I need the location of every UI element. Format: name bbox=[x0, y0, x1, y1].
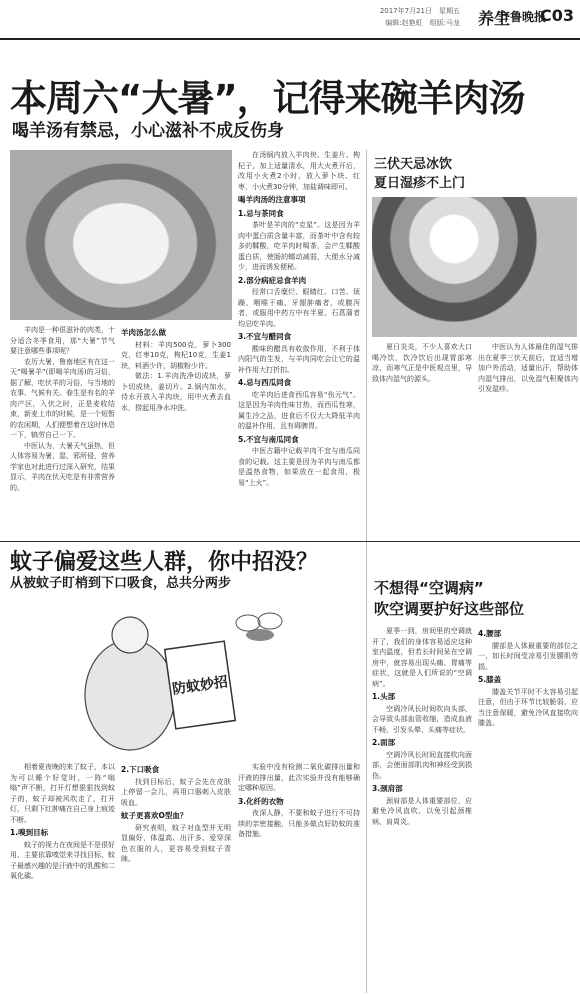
para: 材料：羊肉500克，萝卜300克，红枣10克，枸杞10克，生姜1块，料酒少许，胡椒粉少许。 bbox=[121, 340, 231, 370]
para: 中医古籍中记载羊肉不宜与南瓜同食的记载。这主要是因为羊肉与南瓜都是温热食物，如果放在一起食用，极易“上火”。 bbox=[238, 447, 360, 487]
subheading: 3.不宜与醋同食 bbox=[238, 332, 292, 341]
para: 夏季一到，房间里的空调就开了，我们的身体容易适应这种室内温度，但若长时间呆在空调房中，就容易出现头痛、胃痛等症状，这就是人们所说的“空调病”。 bbox=[372, 627, 472, 688]
cold-drink-title-2: 夏日湿疹不上门 bbox=[374, 176, 466, 191]
cold-drink-title-1: 三伏天忌冰饮 bbox=[374, 157, 453, 172]
para: 中医认为，大暑天气虽热，但人体容易为暑、湿、邪所侵，营养学家也对此进行过深入研究，结果显示，羊肉在伏天吃是有非常营养的。 bbox=[10, 441, 115, 492]
subheading: 4.腰部 bbox=[478, 629, 502, 638]
para: 在汤锅内放入羊肉块、生姜片、枸杞子，加上适量清水，用大火煮开后，改用小火煮2小时，放入萝卜块、红枣，小火煮30分钟，加盐调味即可。 bbox=[238, 151, 360, 191]
editors-line: 编辑:赵艳虹 组版:马龙 bbox=[385, 19, 460, 27]
section-name: 养生 bbox=[477, 9, 510, 28]
para: 空调冷风长时间直接吹向面部，会使面部肌肉和神经受到损伤。 bbox=[372, 750, 472, 780]
subheading: 2.下口吸食 bbox=[121, 765, 160, 774]
para: 中医认为人体最佳的湿气排出在夏季三伏天前后，宜适当增加户外活动，适量出汗，帮助体内湿气排出，以免湿气积聚体内引发湿疹。 bbox=[478, 343, 578, 393]
column-divider bbox=[366, 545, 367, 993]
ac-headline-1: 不想得“空调病” bbox=[374, 579, 484, 597]
subheading: 喝羊肉汤的注意事项 bbox=[238, 195, 306, 204]
subheading: 1.嗅到目标 bbox=[10, 828, 49, 837]
para: 相着夏夜晚的来了蚊子，本以为可以睡个好觉时，一阵“嗡嗡”声不断，打开灯想狠狠找到蚊子的，蚊子却被风吹走了，打开灯，只剩下红肿痛在自己身上痕迹不断。 bbox=[10, 763, 115, 824]
subheading: 1.忌与茶同食 bbox=[238, 208, 284, 218]
para: 经常口舌糜烂、眼睛红、口苦、烦躁、咽喉干痛、牙龈肿痛者，或腹泻者，或服用中药方中有半夏、石菖蒲者均忌吃羊肉。 bbox=[238, 288, 360, 328]
ac-headline-2: 吹空调要护好这些部位 bbox=[374, 600, 525, 618]
newspaper-logo: 齐鲁晚报 bbox=[497, 10, 546, 24]
subheading: 3.化纤的衣物 bbox=[238, 796, 284, 806]
para: 茶叶是羊肉的“克星”。这是因为羊肉中蛋白质含量丰富，而茶叶中含有较多的鞣酸，吃羊肉时喝茶，会产生鞣酸蛋白质，使肠的蠕动减弱，大便水分减少，进而诱发便秘。 bbox=[238, 221, 360, 271]
article4-col2 bbox=[478, 626, 578, 992]
article1-col2 bbox=[121, 325, 231, 537]
para: 夜深人静，不要和蚊子进行不可持续的亲密接触，只能多做点好防蚊的准备措施。 bbox=[238, 809, 360, 838]
article1-col1 bbox=[10, 325, 115, 537]
para: 腰部是人体最重要的部位之一，如长时间受凉易引发腰肌劳损。 bbox=[478, 641, 578, 671]
para: 羊肉是一种很滋补的肉类，十分适合冬季食用，那“大暑”节气要注意哪些事项呢？ bbox=[10, 326, 115, 355]
ice-cream-photo bbox=[372, 197, 577, 337]
para: 膝盖关节平时不太容易引起注意，但由于环节比较脆弱，应当注意保暖，避免冷风直接吹向膝盖。 bbox=[478, 687, 578, 727]
article4-col1 bbox=[372, 626, 472, 992]
page-number: C03 bbox=[539, 6, 574, 25]
mutton-soup-photo bbox=[10, 150, 232, 320]
subheading: 3.颈肩部 bbox=[372, 784, 403, 793]
article2-col2 bbox=[478, 342, 578, 538]
subheading: 5.不宜与南瓜同食 bbox=[238, 434, 299, 444]
main-subhead: 喝羊汤有禁忌，小心滋补不成反伤身 bbox=[12, 121, 284, 141]
subheading: 1.头部 bbox=[372, 692, 396, 701]
subheading: 2.面部 bbox=[372, 738, 396, 747]
mosquito-headline: 蚊子偏爱这些人群，你中招没？ bbox=[10, 550, 319, 575]
subheading: 2.部分病症忌食羊肉 bbox=[238, 275, 307, 285]
article3-col3 bbox=[238, 762, 360, 992]
para: 做法：1.羊肉洗净切成块，萝卜切成块，姜切片。2.锅内加水，待水开放入羊肉块，用中火煮去血水，捞起用净水冲洗。 bbox=[121, 372, 231, 412]
para: 酸味的醋具有收敛作用，不利于体内阳气的生发，与羊肉同吃会让它的温补作用大打折扣。 bbox=[238, 344, 360, 374]
para: 颈肩部是人体重要部位，应避免冷风直吹，以免引起颈椎病、肩周炎。 bbox=[372, 796, 472, 826]
article3-col2 bbox=[121, 762, 231, 992]
para: 找到目标后，蚊子会先在皮肤上停留一会儿，再用口器刺入皮肤吸血。 bbox=[121, 777, 231, 807]
para: 吃羊肉后进食西瓜容易“伤元气”。这是因为羊肉性味甘热，而西瓜性寒，属生冷之品，进食后不仅大大降低羊肉的温补作用，且有碍脾胃。 bbox=[238, 390, 360, 430]
masthead bbox=[0, 0, 580, 40]
subheading: 4.忌与西瓜同食 bbox=[238, 378, 292, 387]
para: 研究表明，蚊子对血型并无明显偏好，体温高、出汗多、爱穿深色衣服的人，更容易受到蚊子青睐。 bbox=[121, 823, 231, 863]
subheading: 羊肉汤怎么做 bbox=[121, 328, 166, 337]
subheading: 5.膝盖 bbox=[478, 675, 502, 684]
article3-col1 bbox=[10, 762, 115, 992]
illus-label: 防蚊妙招 bbox=[171, 674, 229, 698]
section-divider bbox=[0, 541, 580, 542]
mosquito-illustration bbox=[60, 595, 300, 755]
main-headline: 本周六“大暑”，记得来碗羊肉汤 bbox=[10, 77, 525, 120]
column-divider bbox=[366, 150, 367, 545]
para: 夏日炎炎，不少人喜欢大口喝冷饮，饮冷饮后出现胃部寒凉，而寒气正是中医观点里，导致体内湿气的源头。 bbox=[372, 343, 472, 383]
issue-date: 2017年7月21日 星期五 bbox=[379, 7, 460, 15]
para: 实验中没有检测二氧化碳排出量和汗液的排出量，此次实验并没有能够确定哪种原因。 bbox=[238, 763, 360, 792]
mosquito-subhead: 从被蚊子盯梢到下口吸食，总共分两步 bbox=[10, 576, 232, 591]
para: 蚊子的视力在夜间是不是很好用，主要依靠嗅觉来寻找目标，蚊子最感兴趣的是汗液中的乳酸和二氧化碳。 bbox=[10, 840, 115, 880]
subheading: 蚊子更喜欢O型血？ bbox=[121, 811, 188, 820]
para: 空调冷风长时间吹向头部，会导致头部血管收缩，造成血液不畅，引发头晕、头痛等症状。 bbox=[372, 704, 472, 734]
para: 农历大暑，鲁南地区有在这一天“喝暑羊”(即喝羊肉汤)的习俗，据了解，吃伏羊的习俗，与当地的农事、气候有关。春生是有名的羊肉产区，入伏之时，正是麦收结束，新麦上市的时候，是一个短暂的农闲期，人们便想着在这时休息一下，犒劳自己一下。 bbox=[10, 357, 115, 439]
article2-col1 bbox=[372, 342, 472, 538]
article1-col3 bbox=[238, 150, 360, 537]
